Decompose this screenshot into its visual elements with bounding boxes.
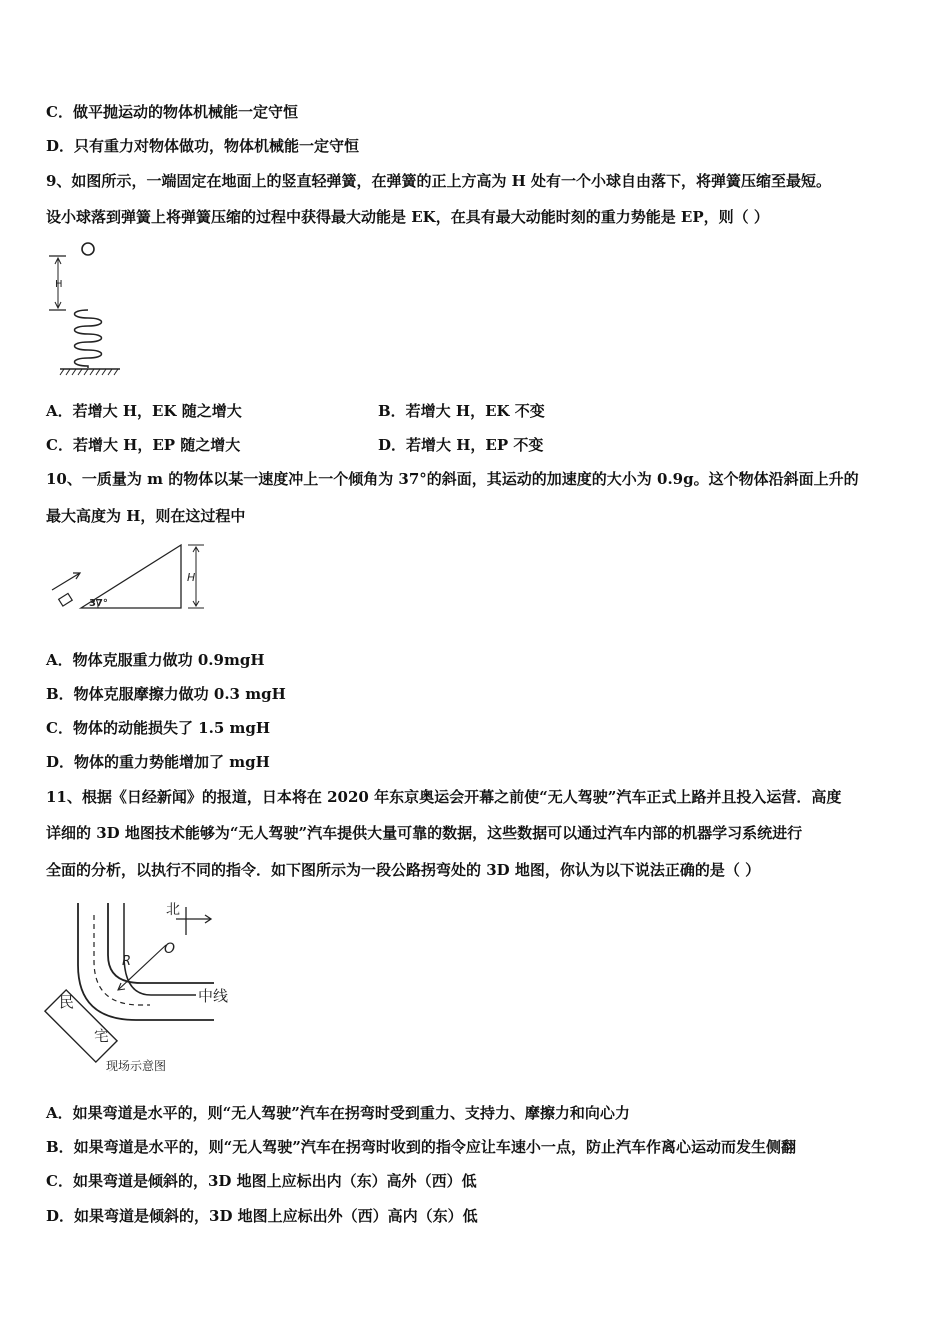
- q11-option-d: D．如果弯道是倾斜的，3D 地图上应标出外（西）高内（东）低: [46, 1207, 478, 1225]
- q9-option-b: B．若增大 H，EK 不变: [378, 402, 545, 420]
- q11-option-c: C．如果弯道是倾斜的，3D 地图上应标出内（东）高外（西）低: [46, 1172, 477, 1190]
- north-label: 北: [166, 902, 180, 918]
- velocity-arrow: [52, 573, 80, 590]
- q10-option-c: C．物体的动能损失了 1.5 mgH: [46, 719, 271, 737]
- q9-stem-line1: 9、如图所示，一端固定在地面上的竖直轻弹簧，在弹簧的正上方高为 H 处有一个小球自由落下，将弹簧压缩至最短。: [46, 172, 832, 190]
- q10-incline-figure: [46, 540, 216, 615]
- road-outer-edge: [78, 903, 214, 1020]
- q11-option-a: A．如果弯道是水平的，则“无人驾驶”汽车在拐弯时受到重力、支持力、摩擦力和向心力: [46, 1104, 630, 1122]
- q11-option-b: B．如果弯道是水平的，则“无人驾驶”汽车在拐弯时收到的指令应让车速小一点，防止汽车作离心运动而发生侧翻: [46, 1138, 796, 1156]
- q11-stem-line1: 11、根据《日经新闻》的报道，日本将在 2020 年东京奥运会开幕之前使“无人驾驶”汽车正式上路并且投入运营．高度: [46, 788, 842, 806]
- block: [59, 593, 73, 606]
- q9-option-a: A．若增大 H，EK 随之增大: [46, 402, 242, 420]
- figure-caption: 现场示意图: [106, 1059, 167, 1073]
- centerline-label: 中线: [198, 987, 229, 1005]
- q10-option-d: D．物体的重力势能增加了 mgH: [46, 753, 270, 771]
- q10-option-b: B．物体克服摩擦力做功 0.3 mgH: [46, 685, 286, 703]
- q10-option-a: A．物体克服重力做功 0.9mgH: [46, 651, 265, 669]
- spring: [75, 310, 102, 368]
- q10-stem-line2: 最大高度为 H，则在这过程中: [46, 507, 246, 525]
- incline-height-label: H: [187, 571, 196, 584]
- falling-ball: [82, 243, 94, 255]
- q11-road-figure: [46, 895, 241, 1075]
- residence-zhai-label: 宅: [94, 1027, 110, 1045]
- q8-option-d: D．只有重力对物体做功，物体机械能一定守恒: [46, 137, 360, 155]
- q8-option-c: C．做平抛运动的物体机械能一定守恒: [46, 103, 298, 121]
- center-O-label: O: [164, 941, 176, 957]
- residence-block: [45, 990, 117, 1062]
- q9-option-c: C．若增大 H，EP 随之增大: [46, 436, 241, 454]
- q9-option-d: D．若增大 H，EP 不变: [378, 436, 544, 454]
- center-line: [124, 903, 196, 995]
- q11-stem-line2: 详细的 3D 地图技术能够为“无人驾驶”汽车提供大量可靠的数据，这些数据可以通过汽车内部的机器学习系统进行: [46, 824, 803, 842]
- q10-stem-line1: 10、一质量为 m 的物体以某一速度冲上一个倾角为 37°的斜面，其运动的加速度的大小为 0.9g。这个物体沿斜面上升的: [46, 470, 859, 488]
- radius-R-label: R: [122, 954, 132, 969]
- q11-stem-line3: 全面的分析，以执行不同的指令．如下图所示为一段公路拐弯处的 3D 地图，你认为以下说法正确的是（ ）: [46, 861, 761, 879]
- q9-spring-figure: [46, 238, 136, 383]
- residence-min-label: 民: [59, 993, 75, 1011]
- height-label: H: [55, 279, 63, 290]
- angle-label: 37°: [89, 598, 108, 609]
- q9-stem-line2: 设小球落到弹簧上将弹簧压缩的过程中获得最大动能是 EK，在具有最大动能时刻的重力势能是 EP，则（ ）: [46, 208, 769, 226]
